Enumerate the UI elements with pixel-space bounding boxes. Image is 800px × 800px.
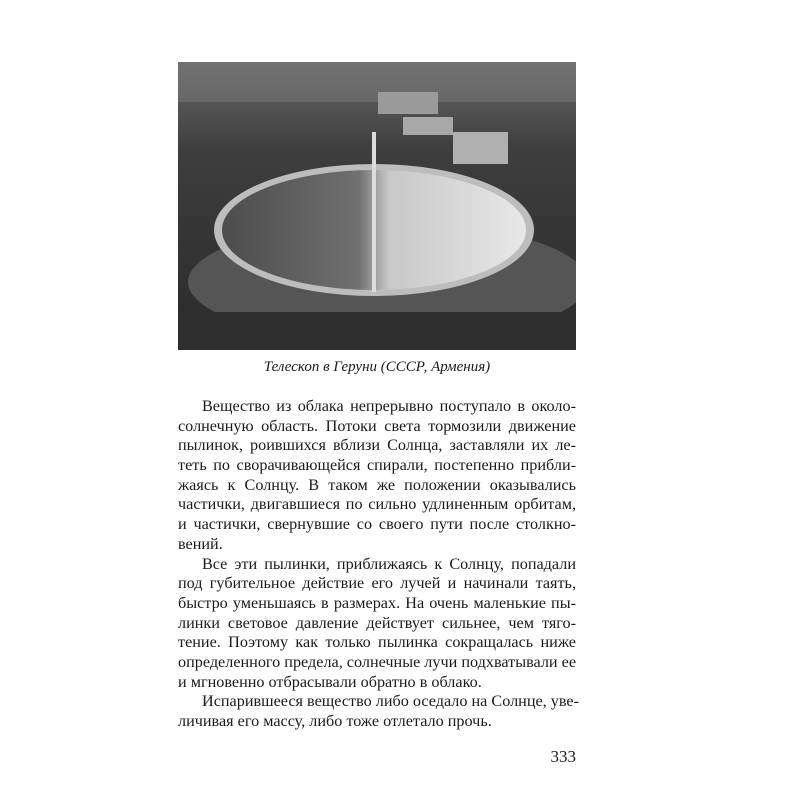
text-line: определенного предела, солнечные лучи подхватывали ее: [178, 652, 577, 671]
figure-caption: Телескоп в Геруни (СССР, Армения): [263, 359, 491, 375]
text-line: Все эти пылинки, приближаясь к Солнцу, попадали: [202, 554, 576, 573]
paragraph: [178, 397, 576, 555]
text-line: солнечную область. Потоки света тормозили движение: [178, 416, 576, 435]
text-line: Испарившееся вещество либо оседало на Солнце, уве-: [202, 692, 579, 711]
paragraph: [178, 555, 576, 693]
text-line: теть по сворачивающейся спирали, постепенно прибли-: [178, 456, 576, 475]
text-line: Вещество из облака непрерывно поступало в около-: [202, 397, 576, 415]
text-line: и мгновенно отбрасывали обратно в облако.: [178, 672, 482, 691]
page-number: 333: [550, 747, 576, 766]
text-line: быстро уменьшаясь в размерах. На очень маленькие пы-: [178, 593, 576, 612]
text-line: вений.: [178, 534, 223, 553]
text-line: линки световое давление действует сильнее, чем тяго-: [178, 613, 576, 632]
telescope-photo: [178, 62, 576, 350]
body-text: [178, 397, 579, 732]
text-line: жаясь к Солнцу. В таком же положении оказывались: [178, 475, 576, 494]
text-line: частички, двигавшиеся по сильно удлиненным орбитам,: [178, 495, 576, 514]
text-line: личивая его массу, либо тоже отлетало прочь.: [178, 712, 492, 730]
text-line: пылинок, роившихся вблизи Солнца, заставляли их ле-: [178, 436, 576, 455]
text-line: тение. Поэтому как только пылинка сокращалась ниже: [178, 633, 576, 652]
text-line: и частички, свернувшие со своего пути после столкно-: [178, 515, 576, 534]
text-line: под губительное действие его лучей и начинали таять,: [178, 574, 576, 593]
paragraph: [178, 692, 579, 731]
